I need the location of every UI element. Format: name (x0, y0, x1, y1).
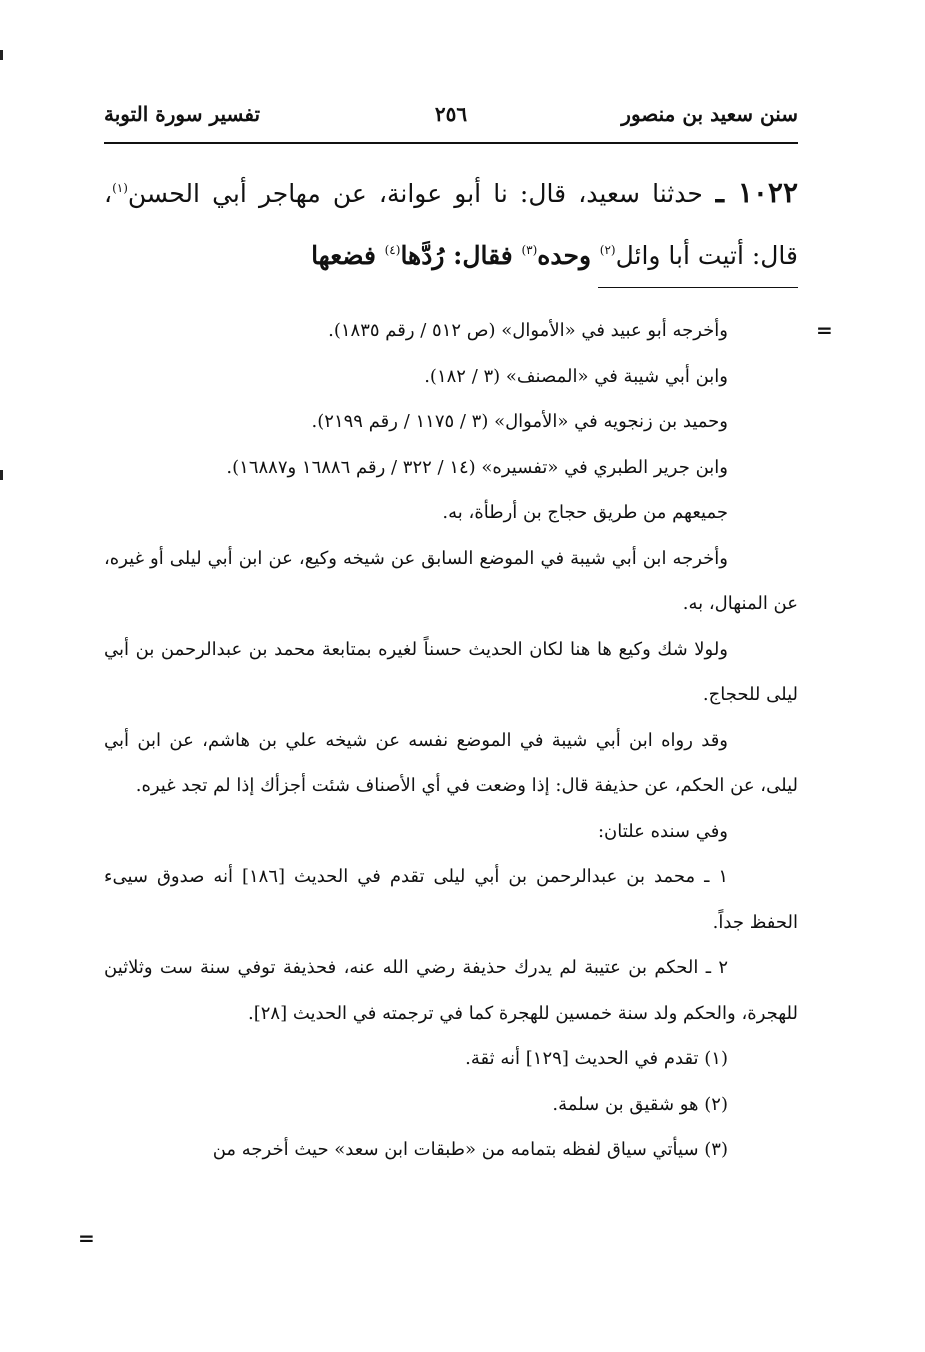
footnote-1: (١) تقدم في الحديث [١٢٩] أنه ثقة. (465, 1048, 728, 1069)
footnotes-section (104, 308, 798, 1173)
hadith-matn-part: فضعها (311, 241, 385, 270)
footnote-ref-1: (١) (112, 181, 128, 195)
source-line: جميعهم من طريق حجاج بن أرطأة، به. (442, 502, 728, 523)
hadith-number: ١٠٢٢ ـ (715, 176, 798, 209)
footnote-3: (٣) سيأتي سياق لفظه بتمامه من «طبقات ابن سعد» حيث أخرجه من (212, 1139, 728, 1160)
footnote-ref-2: (٢) (599, 243, 616, 257)
note-paragraph: وفي سنده علتان: (597, 820, 728, 842)
footnote-ref-4: (٤) (384, 243, 401, 257)
hadith-matn-part: فقال: رُدَّها (400, 241, 522, 270)
running-header (104, 94, 798, 134)
footnote-ref-3: (٣) (521, 243, 538, 257)
scan-margin-mark (0, 50, 3, 60)
note-paragraph: ٢ ـ الحكم بن عتيبة لم يدرك حذيفة رضي الله عنه، فحذيفة توفي سنة ست وثلاثين للهجرة، والحكم ولد سنة خمسين للهجرة كما في ترجمته في الحديث [٢٨]. (104, 957, 798, 1024)
source-line: وأخرجه أبو عبيد في «الأموال» (ص ٥١٢ / رقم ١٨٣٥). (328, 320, 728, 341)
hadith-chain: حدثنا سعيد، قال: نا أبو عوانة، عن مهاجر أبي الحسن (127, 179, 703, 208)
page-number: ٢٥٦ (434, 102, 468, 126)
section-title: تفسير سورة التوبة (104, 102, 261, 126)
source-line: وابن أبي شيبة في «المصنف» (٣ / ١٨٢). (424, 365, 728, 387)
continuation-mark-top: = (816, 318, 833, 342)
footnote-separator (598, 287, 798, 288)
hadith-matn-part: وحده (537, 241, 600, 270)
note-paragraph: ولولا شك وكيع ها هنا لكان الحديث حسناً لغيره بمتابعة محمد بن عبدالرحمن بن أبي ليلى للحجاج. (104, 638, 798, 705)
header-rule (104, 142, 798, 144)
source-line: وحميد بن زنجويه في «الأموال» (٣ / ١١٧٥ / رقم ٢١٩٩). (311, 411, 728, 432)
book-title: سنن سعيد بن منصور (621, 102, 798, 126)
continuation-mark-bottom: = (78, 1226, 95, 1250)
note-paragraph: وأخرجه ابن أبي شيبة في الموضع السابق عن شيخه وكيع، عن ابن أبي ليلى أو غيره، عن المنهال، به. (104, 547, 798, 614)
note-paragraph: ١ ـ محمد بن عبدالرحمن بن أبي ليلى تقدم في الحديث [١٨٦] أنه صدوق سيىء الحفظ جداً. (104, 866, 798, 933)
note-paragraph: وقد رواه ابن أبي شيبة في الموضع نفسه عن شيخه علي بن هاشم، عن ابن أبي ليلى، عن الحكم، عن حذيفة قال: إذا وضعت في أي الأصناف شئت أجزأك إذا لم تجد غيره. (104, 729, 798, 796)
source-line: وابن جرير الطبري في «تفسيره» (١٤ / ٣٢٢ / رقم ١٦٨٨٦ و١٦٨٨٧). (226, 456, 728, 478)
footnote-2: (٢) هو شقيق بن سلمة. (552, 1093, 728, 1115)
hadith-text (104, 160, 798, 284)
hadith-chain-cont: ، قال: أتيت أبا وائل (104, 179, 798, 270)
scan-margin-mark (0, 470, 3, 480)
